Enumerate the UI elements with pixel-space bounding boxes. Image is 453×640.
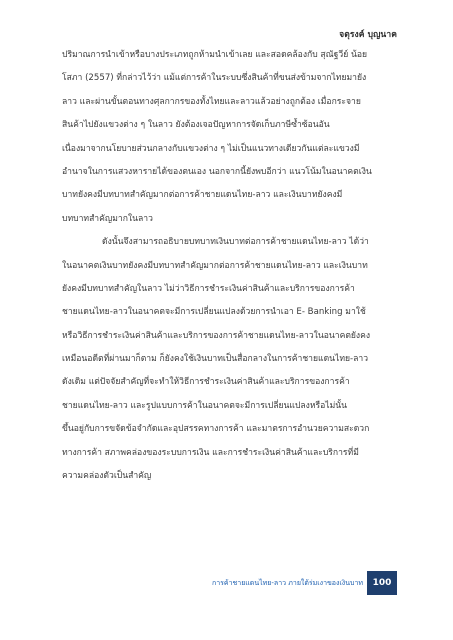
footer-book-title: การค้าชายแดนไทย-ลาว ภายใต้ร่มเงาของเงินบาท [211,578,363,587]
paragraph-line: ชายแดนไทย-ลาว และรูปแบบการค้าในอนาคตจะมีการเปลี่ยนแปลงหรือไม่นั้น [62,400,348,411]
paragraph-line: ปริมาณการนำเข้าหรือบางประเภทถูกห้ามนำเข้าเลย และสอดคล้องกับ สุณัฐวีย์ น้อย [62,50,368,60]
paragraph-line: ดังนั้นจึงสามารถอธิบายบทบาทเงินบาทต่อการค้าชายแดนไทย-ลาว ได้ว่า [102,237,369,248]
paragraph-line: ดังเดิม แต่ปัจจัยสำคัญที่จะทำให้วิธีการชำระเงินค่าสินค้าและบริการของการค้า [62,377,350,388]
paragraph-line: บาทยังคงมีบทบาทสำคัญมากต่อการค้าชายแดนไทย-ลาว และเงินบาทยังคงมี [62,190,343,201]
paragraph-line: ความคล่องตัวเป็นสำคัญ [62,471,152,482]
page-number-badge: 100 [367,571,397,595]
body-text [62,44,396,488]
paragraph-line: อำนาจในการแสวงหารายได้ของตนเอง นอกจากนี้ยังพบอีกว่า แนวโน้มในอนาคตเงิน [62,166,372,177]
paragraph-line: เนื่องมาจากนโยบายส่วนกลางกับแขวงต่าง ๆ ไม่เป็นแนวทางเดียวกันแต่ละแขวงมี [62,143,360,154]
page-footer [212,571,397,595]
paragraph-line: โสภา (2557) ที่กล่าวไว้ว่า แม้แต่การค้าในระบบซึ่งสินค้าที่ขนส่งข้ามจากไทยมายัง [62,73,367,84]
paragraph-line: ยังคงมีบทบาทสำคัญในลาว ไม่ว่าวิธีการชำระเงินค่าสินค้าและบริการของการค้า [62,283,355,294]
paragraph-line: เหมือนอดีตที่ผ่านมาก็ตาม ก็ยังคงใช้เงินบาทเป็นสื่อกลางในการค้าชายแดนไทย-ลาว [62,354,369,365]
paragraph-line: ชายแดนไทย-ลาวในอนาคตจะมีการเปลี่ยนแปลงด้วยการนำเอา E- Banking มาใช้ [62,307,366,318]
paragraph-line: ขึ้นอยู่กับการขจัดข้อจำกัดและอุปสรรคทางการค้า และมาตรการอำนวยความสะดวก [62,424,370,435]
paragraph-line: สินค้าไปยังแขวงต่าง ๆ ในลาว ยังต้องเจอปัญหาการจัดเก็บภาษีซ้ำซ้อนอัน [62,120,330,131]
paragraph-line: ในอนาคตเงินบาทยังคงมีบทบาทสำคัญมากต่อการค้าชายแดนไทย-ลาว และเงินบาท [62,260,368,271]
paragraph-line: ลาว และผ่านขั้นตอนทางศุลกากรของทั้งไทยและลาวแล้วอย่างถูกต้อง เมื่อกระจาย [62,96,361,107]
paragraph-line: บทบาทสำคัญมากในลาว [62,213,153,224]
paragraph-line: หรือวิธีการชำระเงินค่าสินค้าและบริการของการค้าชายแดนไทย-ลาวในอนาคตยังคง [62,330,371,341]
running-header-author: จตุรงค์ บุญนาค [339,30,397,40]
paragraph-line: ทางการค้า สภาพคล่องของระบบการเงิน และการชำระเงินค่าสินค้าและบริการที่มี [62,447,359,458]
